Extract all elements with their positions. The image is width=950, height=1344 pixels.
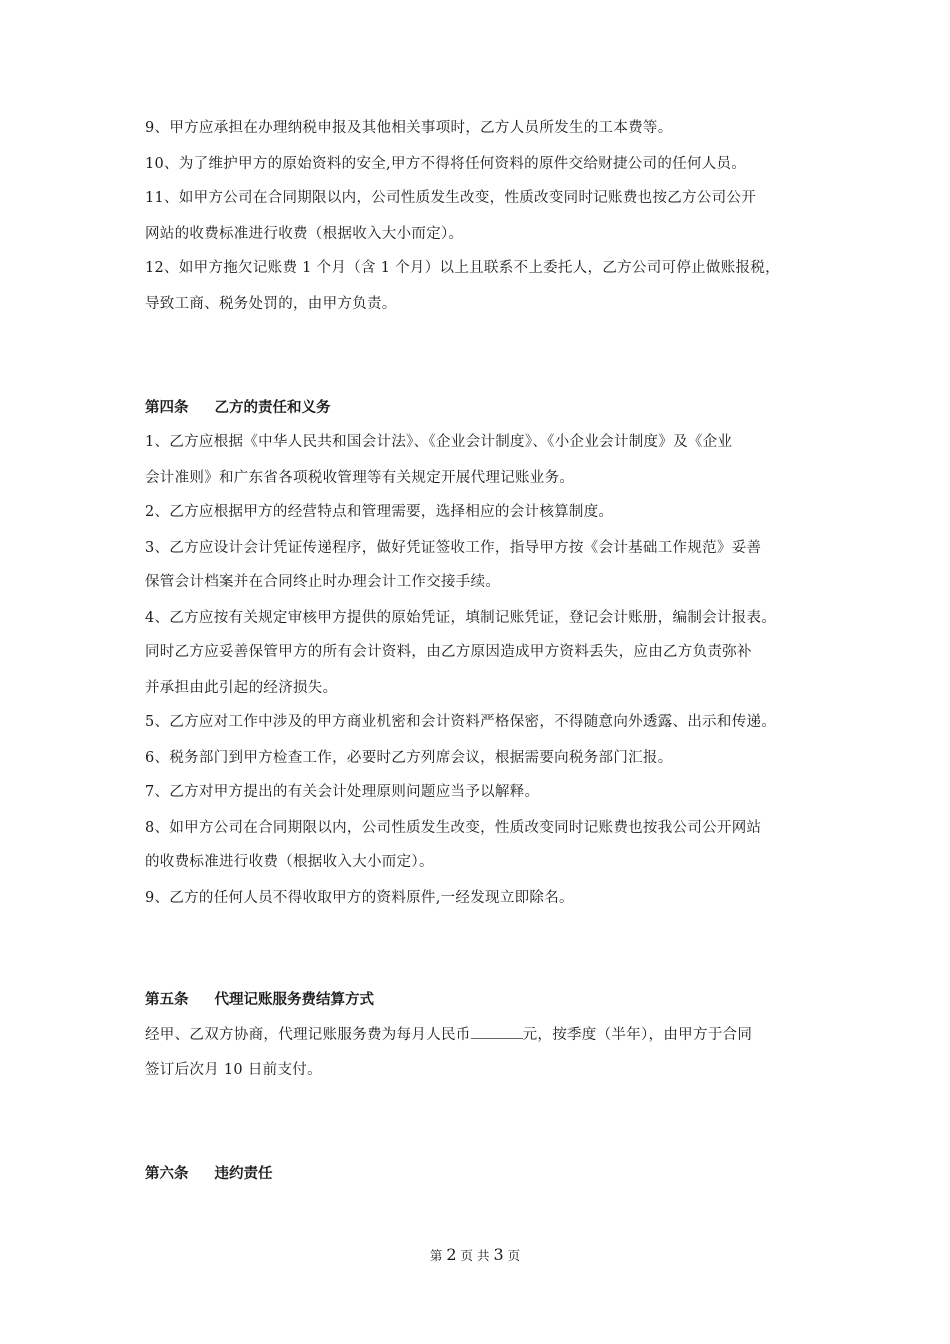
clause-4-1-cont: 会计准则》和广东省各项税收管理等有关规定开展代理记账业务。 (145, 470, 575, 486)
clause-5-text-before: 经甲、乙双方协商，代理记账服务费为每月人民币 (145, 1027, 471, 1043)
clause-4-3: 3、乙方应设计会计凭证传递程序，做好凭证签收工作，指导甲方按《会计基础工作规范》妥善 (145, 540, 762, 556)
clause-4-3-cont: 保管会计档案并在合同终止时办理会计工作交接手续。 (145, 574, 501, 590)
section-5-number: 第五条 (145, 992, 189, 1008)
section-4-heading (145, 398, 331, 418)
clause-5-text-after: 元，按季度（半年），由甲方于合同 (522, 1027, 753, 1043)
footer-prefix: 第 (429, 1248, 443, 1263)
clause-4-4: 4、乙方应按有关规定审核甲方提供的原始凭证，填制记账凭证，登记会计账册，编制会计报表。 (145, 610, 777, 626)
clause-4-4-cont: 同时乙方应妥善保管甲方的所有会计资料，由乙方原因造成甲方资料丢失，应由乙方负责弥补 (145, 644, 752, 660)
clause-4-7: 7、乙方对甲方提出的有关会计处理原则问题应当予以解释。 (145, 784, 540, 800)
clause-3-10: 10、为了维护甲方的原始资料的安全,甲方不得将任何资料的原件交给财捷公司的任何人员。 (145, 156, 747, 172)
footer-total-pages: 3 (493, 1245, 504, 1264)
page-footer (0, 1246, 950, 1265)
clause-3-9: 9、甲方应承担在办理纳税申报及其他相关事项时，乙方人员所发生的工本费等。 (145, 120, 673, 136)
footer-current-page: 2 (446, 1245, 457, 1264)
clause-4-2: 2、乙方应根据甲方的经营特点和管理需要，选择相应的会计核算制度。 (145, 504, 614, 520)
clause-4-8-cont: 的收费标准进行收费（根据收入大小而定）。 (145, 854, 434, 870)
clause-3-11: 11、如甲方公司在合同期限以内，公司性质发生改变，性质改变同时记账费也按乙方公司公开 (145, 190, 757, 206)
clause-4-4-cont2: 并承担由此引起的经济损失。 (145, 680, 338, 696)
section-6-title: 违约责任 (214, 1166, 273, 1182)
section-6-number: 第六条 (145, 1166, 189, 1182)
clause-4-8: 8、如甲方公司在合同期限以内，公司性质发生改变，性质改变同时记账费也按我公司公开网站 (145, 820, 762, 836)
clause-4-6: 6、税务部门到甲方检查工作，必要时乙方列席会议，根据需要向税务部门汇报。 (145, 750, 673, 766)
clause-5-line1 (145, 1024, 752, 1045)
section-4-number: 第四条 (145, 400, 189, 416)
clause-4-5: 5、乙方应对工作中涉及的甲方商业机密和会计资料严格保密，不得随意向外透露、出示和传递。 (145, 714, 777, 730)
clause-4-1: 1、乙方应根据《中华人民共和国会计法》、《企业会计制度》、《小企业会计制度》及《企业 (145, 434, 733, 450)
section-6-heading (145, 1164, 273, 1184)
section-5-title: 代理记账服务费结算方式 (214, 992, 374, 1008)
clause-3-11-cont: 网站的收费标准进行收费（根据收入大小而定）。 (145, 226, 464, 242)
clause-5-line2: 签订后次月 10 日前支付。 (145, 1062, 322, 1078)
clause-3-12: 12、如甲方拖欠记账费 1 个月（含 1 个月）以上且联系不上委托人，乙方公司可停止做账报税， (145, 260, 780, 276)
footer-suffix: 页 (507, 1248, 521, 1263)
clause-3-12-cont: 导致工商、税务处罚的，由甲方负责。 (145, 296, 397, 312)
section-5-heading (145, 990, 374, 1010)
fee-amount-blank (471, 1024, 523, 1039)
footer-middle: 页 共 (460, 1248, 490, 1263)
clause-4-9: 9、乙方的任何人员不得收取甲方的资料原件,一经发现立即除名。 (145, 890, 574, 906)
section-4-title: 乙方的责任和义务 (214, 400, 331, 416)
